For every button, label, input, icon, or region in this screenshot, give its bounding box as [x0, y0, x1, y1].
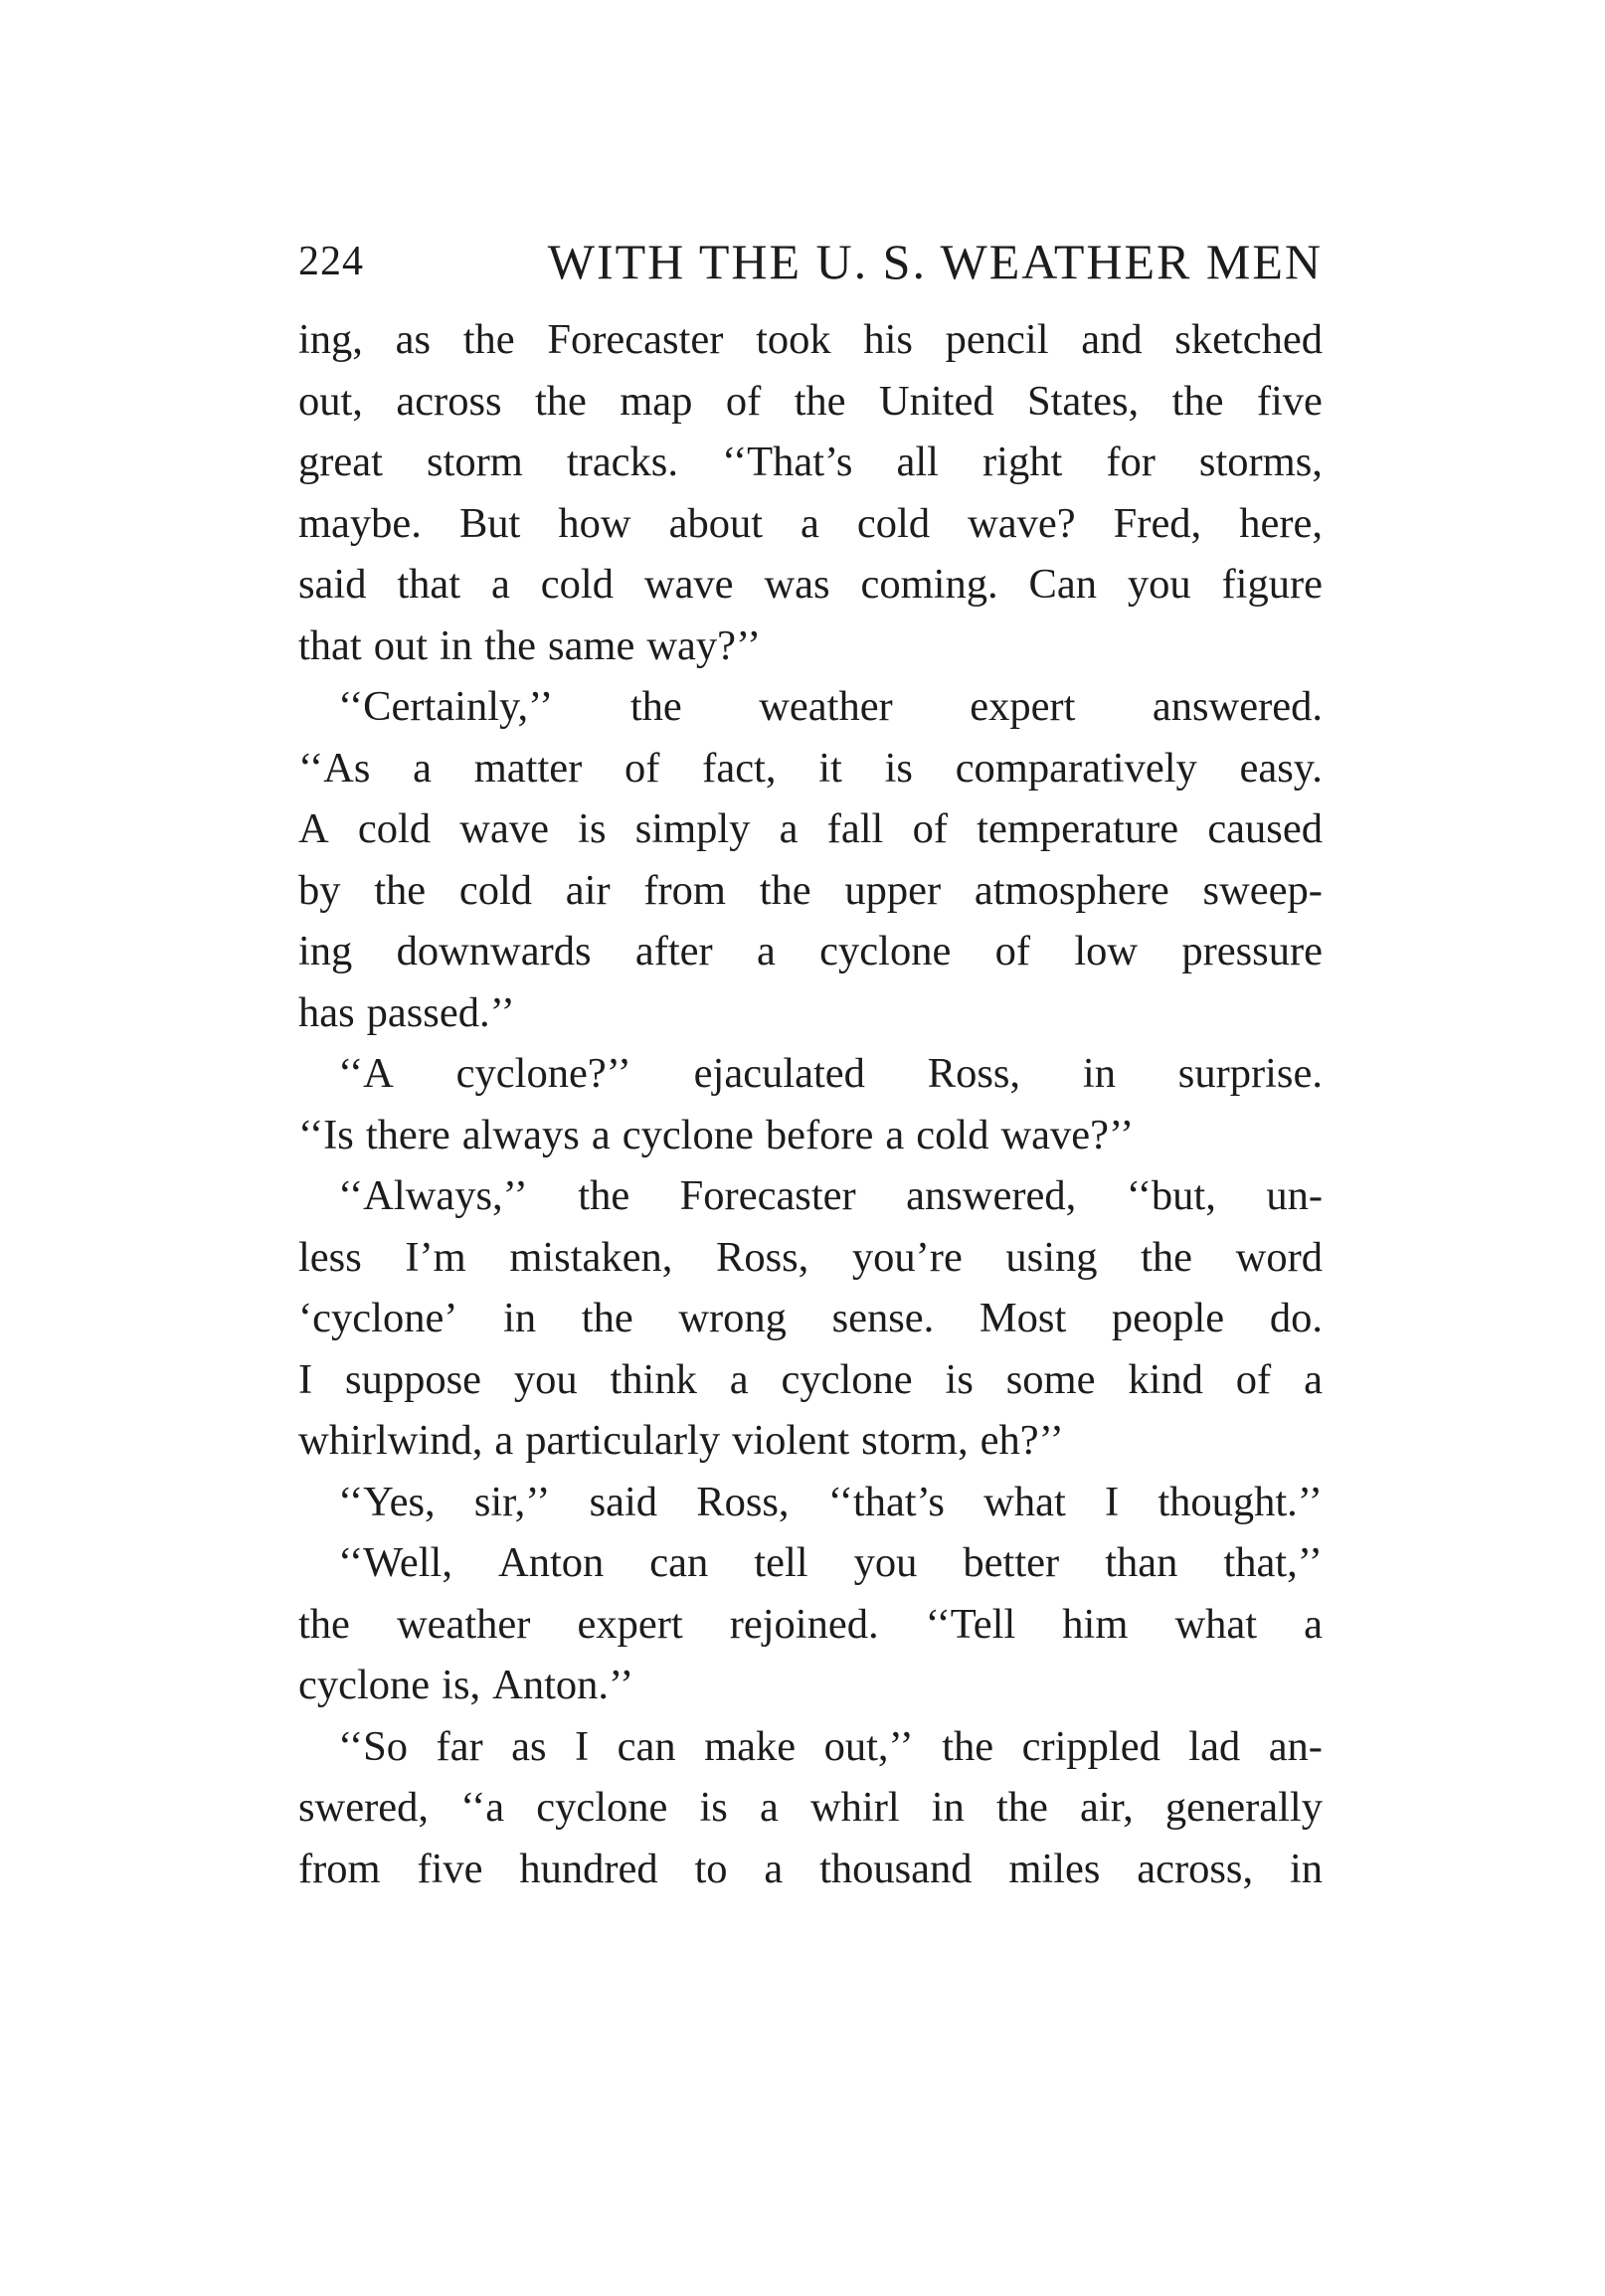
body-text: [298, 309, 1323, 1899]
text-line: [298, 1165, 1323, 1227]
word: But: [458, 499, 521, 547]
word: you: [1127, 561, 1191, 608]
word: ‘‘Always,’’: [338, 1172, 528, 1219]
word: A: [298, 805, 329, 852]
word: you: [853, 1539, 918, 1586]
word: is: [699, 1784, 728, 1831]
word: in: [503, 1295, 537, 1341]
word: of: [1235, 1355, 1272, 1403]
word: is: [945, 1355, 974, 1403]
word: sweep-: [1202, 866, 1323, 914]
word: wrong: [678, 1295, 787, 1341]
word: expert: [577, 1600, 683, 1648]
word: pencil: [945, 316, 1049, 363]
word: a: [764, 1845, 784, 1892]
word: the: [1171, 377, 1224, 425]
text-line: [298, 860, 1323, 922]
word: of: [725, 377, 762, 425]
word: easy.: [1239, 744, 1323, 792]
word: across,: [1137, 1845, 1254, 1892]
word: a: [885, 1111, 905, 1158]
word: Anton.’’: [492, 1662, 634, 1708]
word: I: [298, 1355, 313, 1403]
word: by: [298, 866, 341, 914]
word: him: [1062, 1600, 1129, 1648]
word: mistaken,: [509, 1233, 673, 1281]
word: Most: [979, 1295, 1067, 1341]
word: right: [981, 439, 1063, 485]
word: ejaculated: [693, 1050, 865, 1097]
word: map: [620, 377, 693, 425]
word: as: [395, 316, 432, 363]
word: a: [801, 499, 819, 547]
word: than: [1105, 1539, 1178, 1586]
word: do.: [1269, 1295, 1323, 1341]
word: comparatively: [955, 744, 1197, 792]
word: it: [818, 744, 842, 792]
word: from: [643, 866, 726, 914]
word: you: [513, 1355, 578, 1403]
text-line: [298, 1410, 1323, 1472]
word: weather: [759, 683, 893, 730]
word: word: [1235, 1233, 1323, 1281]
word: what: [1174, 1600, 1258, 1648]
text-line: [298, 921, 1323, 982]
word: can: [649, 1539, 709, 1586]
word: a: [729, 1355, 749, 1403]
word: here,: [1239, 499, 1323, 547]
word: storms,: [1198, 439, 1323, 485]
word: is: [884, 744, 913, 792]
word: there: [365, 1111, 450, 1158]
word: rejoined.: [729, 1600, 879, 1648]
word: tracks.: [566, 439, 678, 485]
text-line: [298, 554, 1323, 616]
word: thousand: [819, 1845, 973, 1892]
word: the: [942, 1722, 994, 1770]
word: sketched: [1174, 316, 1323, 363]
word: crippled: [1021, 1722, 1160, 1770]
word: the: [794, 377, 846, 425]
word: matter: [473, 744, 583, 792]
word: using: [1005, 1233, 1098, 1281]
word: the: [462, 316, 515, 363]
word: the: [484, 621, 537, 669]
word: temperature: [977, 805, 1179, 852]
word: out: [373, 621, 429, 669]
word: kind: [1128, 1355, 1203, 1403]
word: United: [878, 377, 994, 425]
word: always: [461, 1111, 580, 1158]
word: miles: [1008, 1845, 1101, 1892]
word: has: [298, 988, 355, 1036]
word: a: [757, 928, 776, 974]
word: cyclone: [536, 1784, 668, 1831]
word: that,’’: [1223, 1539, 1323, 1586]
word: in: [1082, 1050, 1116, 1097]
word: said: [589, 1478, 658, 1525]
word: as: [511, 1722, 547, 1770]
text-line: [298, 676, 1323, 738]
word: the: [1141, 1233, 1193, 1281]
word: cold: [540, 561, 614, 608]
word: Anton: [498, 1539, 605, 1586]
text-line: [298, 616, 1323, 677]
word: think: [610, 1355, 697, 1403]
word: a: [591, 1111, 611, 1158]
word: the: [298, 1600, 350, 1648]
word: answered.: [1152, 683, 1323, 730]
word: the: [581, 1295, 633, 1341]
word: in: [1289, 1845, 1323, 1892]
word: sir,’’: [473, 1478, 551, 1525]
word: violent: [732, 1417, 850, 1464]
word: storm: [427, 439, 523, 485]
word: a: [1304, 1600, 1323, 1648]
text-line: [298, 1716, 1323, 1778]
word: and: [1081, 316, 1143, 363]
word: people: [1111, 1295, 1225, 1341]
word: the: [534, 377, 587, 425]
word: ‘‘Yes,: [338, 1478, 436, 1525]
text-line: [298, 1777, 1323, 1839]
word: how: [558, 499, 631, 547]
word: ing: [298, 928, 353, 974]
word: I: [1104, 1478, 1120, 1525]
word: is: [578, 805, 607, 852]
word: Forecaster: [547, 316, 724, 363]
word: ing,: [298, 316, 363, 363]
word: Ross,: [715, 1233, 809, 1281]
page-number: 224: [298, 239, 364, 284]
word: ‘‘That’s: [722, 439, 853, 485]
word: five: [417, 1845, 483, 1892]
word: wave: [643, 561, 734, 608]
word: less: [298, 1233, 362, 1281]
running-head: WITH THE U. S. WEATHER MEN: [547, 234, 1323, 289]
word: ‘‘but,: [1126, 1172, 1216, 1219]
text-line: [298, 1532, 1323, 1594]
text-line: [298, 1349, 1323, 1411]
word: said: [298, 561, 367, 608]
word: caused: [1207, 805, 1323, 852]
word: fall: [826, 805, 884, 852]
word: States,: [1026, 377, 1140, 425]
word: air,: [1079, 1784, 1134, 1831]
word: across: [396, 377, 502, 425]
text-line: [298, 1288, 1323, 1349]
word: answered,: [906, 1172, 1077, 1219]
text-line: [298, 738, 1323, 799]
word: ‘‘that’s: [827, 1478, 945, 1525]
word: better: [963, 1539, 1060, 1586]
text-line: [298, 798, 1323, 860]
text-line: [298, 1043, 1323, 1105]
word: of: [624, 744, 660, 792]
word: generally: [1164, 1784, 1323, 1831]
word: that: [397, 561, 461, 608]
word: a: [779, 805, 799, 852]
word: cold: [357, 805, 432, 852]
word: Ross,: [696, 1478, 790, 1525]
word: same: [548, 621, 635, 669]
word: fact,: [702, 744, 777, 792]
word: for: [1106, 439, 1156, 485]
word: cyclone: [298, 1662, 431, 1708]
word: of: [912, 805, 948, 852]
word: the: [578, 1172, 630, 1219]
word: wave?’’: [1000, 1111, 1135, 1158]
word: a: [491, 561, 510, 608]
word: wave?: [968, 499, 1076, 547]
word: swered,: [298, 1784, 429, 1831]
word: in: [931, 1784, 965, 1831]
word: from: [298, 1845, 381, 1892]
word: to: [694, 1845, 728, 1892]
word: whirl: [809, 1784, 900, 1831]
word: cold: [916, 1111, 989, 1158]
text-line: [298, 309, 1323, 371]
word: after: [634, 928, 713, 974]
word: passed.’’: [366, 988, 515, 1036]
word: the: [629, 683, 682, 730]
word: un-: [1266, 1172, 1323, 1219]
text-line: [298, 1472, 1323, 1533]
word: five: [1256, 377, 1323, 425]
word: whirlwind,: [298, 1417, 483, 1464]
word: thought.’’: [1158, 1478, 1323, 1525]
word: ‘‘a: [460, 1784, 505, 1831]
word: ‘‘Tell: [925, 1600, 1016, 1648]
word: ‘‘Certainly,’’: [338, 683, 554, 730]
word: cyclone: [622, 1111, 754, 1158]
word: downwards: [396, 928, 592, 974]
word: can: [617, 1722, 676, 1770]
text-line: [298, 1594, 1323, 1656]
word: maybe.: [298, 499, 422, 547]
word: low: [1074, 928, 1139, 974]
word: ‘‘Is: [298, 1111, 354, 1158]
text-line: [298, 982, 1323, 1044]
word: Ross,: [927, 1050, 1021, 1097]
word: eh?’’: [980, 1417, 1064, 1464]
word: cold: [458, 866, 533, 914]
word: about: [668, 499, 763, 547]
word: simply: [634, 805, 751, 852]
word: far: [436, 1722, 483, 1770]
word: his: [863, 316, 913, 363]
word: hundred: [519, 1845, 658, 1892]
word: before: [765, 1111, 874, 1158]
text-line: [298, 371, 1323, 433]
word: Can: [1028, 561, 1097, 608]
word: sense.: [831, 1295, 935, 1341]
word: the: [374, 866, 427, 914]
word: a: [759, 1784, 779, 1831]
word: figure: [1221, 561, 1323, 608]
word: expert: [970, 683, 1076, 730]
word: you’re: [851, 1233, 963, 1281]
word: atmosphere: [974, 866, 1169, 914]
word: cyclone: [781, 1355, 913, 1403]
word: out,: [298, 377, 363, 425]
text-line: [298, 493, 1323, 555]
word: out,’’: [823, 1722, 914, 1770]
word: I’m: [405, 1233, 466, 1281]
word: the: [995, 1784, 1048, 1831]
word: weather: [396, 1600, 531, 1648]
word: make: [704, 1722, 797, 1770]
word: of: [994, 928, 1031, 974]
page-header: [298, 227, 1323, 296]
word: a: [413, 744, 432, 792]
text-line: [298, 1105, 1323, 1166]
word: the: [759, 866, 811, 914]
word: ‘cyclone’: [298, 1295, 458, 1341]
word: coming.: [860, 561, 998, 608]
word: way?’’: [646, 621, 762, 669]
word: ‘‘A: [338, 1050, 394, 1097]
word: storm,: [861, 1417, 969, 1464]
word: that: [298, 621, 362, 669]
text-line: [298, 432, 1323, 493]
text-line: [298, 1839, 1323, 1900]
word: surprise.: [1177, 1050, 1323, 1097]
word: all: [896, 439, 939, 485]
word: ‘‘Well,: [338, 1539, 452, 1586]
word: particularly: [525, 1417, 721, 1464]
word: cyclone?’’: [455, 1050, 631, 1097]
word: I: [575, 1722, 590, 1770]
word: some: [1005, 1355, 1096, 1403]
word: took: [756, 316, 831, 363]
word: ‘‘So: [338, 1722, 409, 1770]
word: what: [983, 1478, 1066, 1525]
word: ‘‘As: [298, 744, 371, 792]
word: wave: [459, 805, 549, 852]
word: tell: [754, 1539, 808, 1586]
word: a: [494, 1417, 514, 1464]
word: was: [764, 561, 830, 608]
word: Forecaster: [679, 1172, 856, 1219]
word: a: [1304, 1355, 1323, 1403]
word: suppose: [345, 1355, 481, 1403]
word: great: [298, 439, 383, 485]
word: cyclone: [819, 928, 952, 974]
word: in: [440, 621, 473, 669]
word: an-: [1268, 1722, 1323, 1770]
word: upper: [844, 866, 942, 914]
word: air: [565, 866, 611, 914]
word: Fred,: [1113, 499, 1202, 547]
word: is,: [442, 1662, 481, 1708]
word: pressure: [1181, 928, 1323, 974]
text-line: [298, 1655, 1323, 1716]
text-line: [298, 1227, 1323, 1289]
word: lad: [1188, 1722, 1241, 1770]
word: cold: [856, 499, 931, 547]
